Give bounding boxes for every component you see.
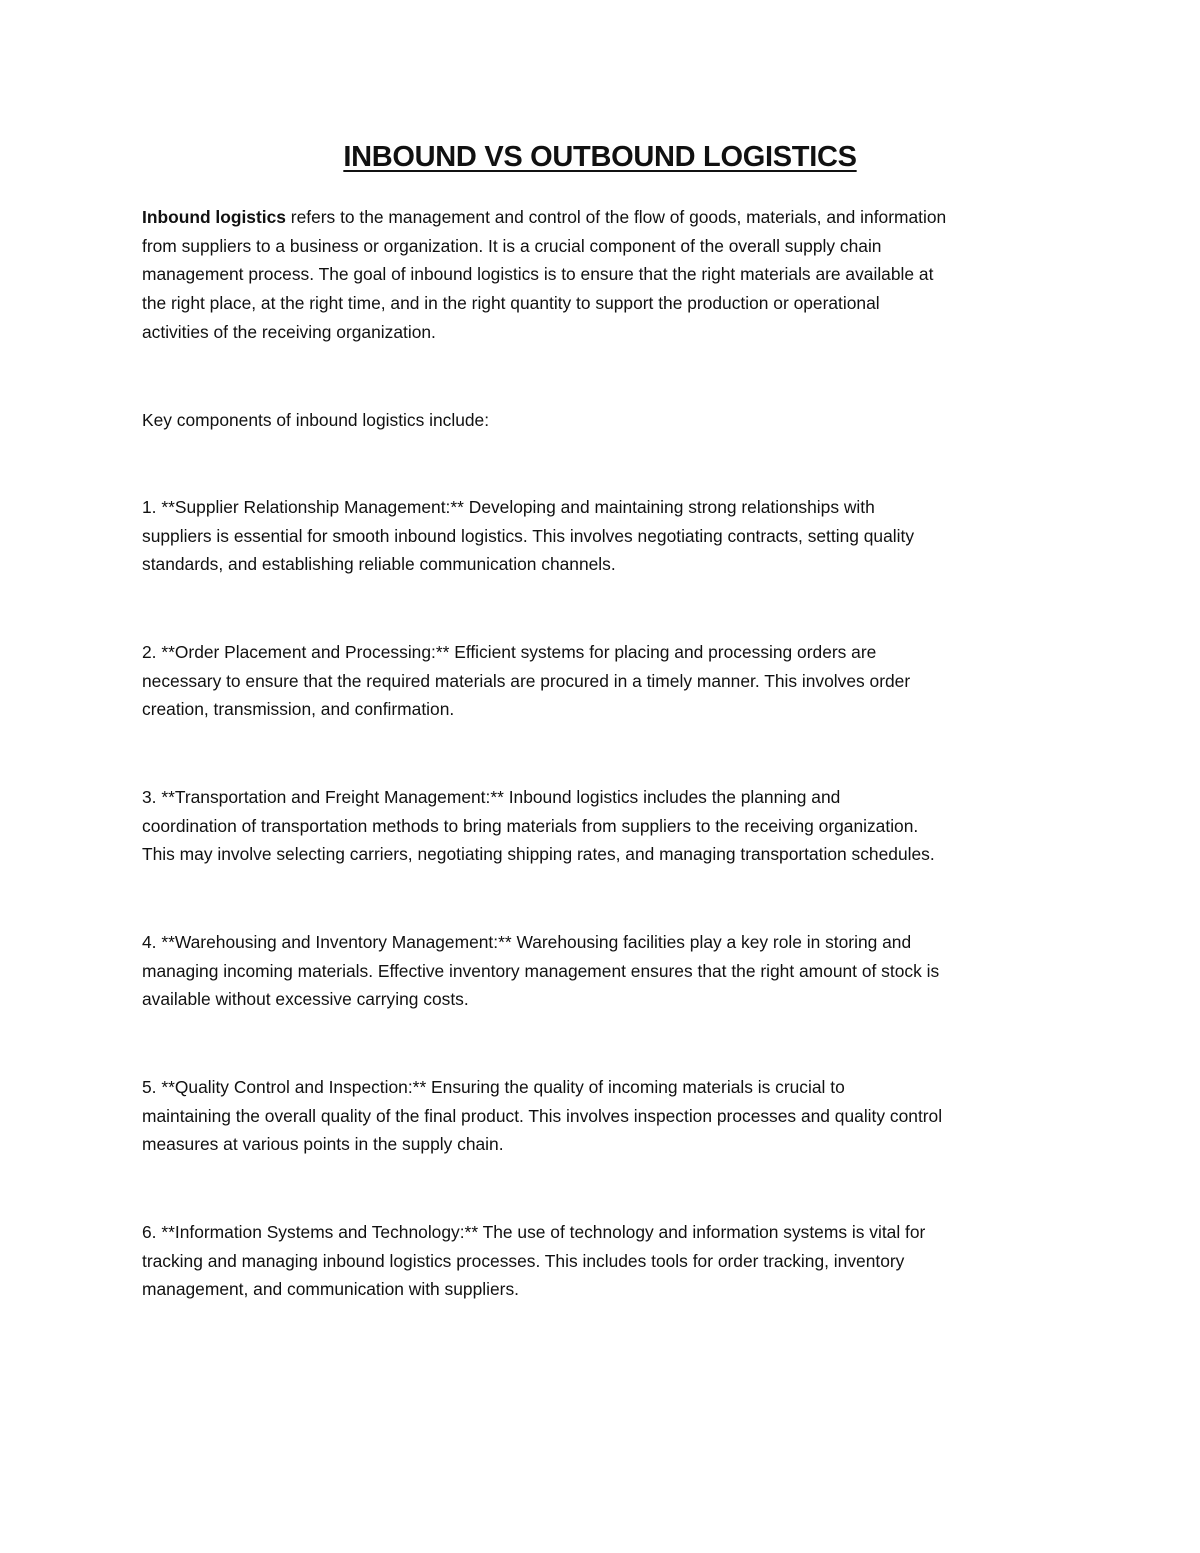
intro-line-2: from suppliers to a business or organization. It is a crucial component of the overall supply chain [142, 235, 882, 256]
document-title: INBOUND VS OUTBOUND LOGISTICS [343, 141, 857, 173]
intro-line-1 [142, 203, 1072, 232]
intro-line-5: activities of the receiving organization. [142, 321, 436, 342]
list-item-3-line-3: This may involve selecting carriers, negotiating shipping rates, and managing transportation schedules. [142, 844, 935, 865]
intro-line-1-text: refers to the management and control of the flow of goods, materials, and information [285, 207, 947, 227]
intro-line-4: the right place, at the right time, and in the right quantity to support the production or operational [142, 293, 880, 314]
list-item-4-line-3: available without excessive carrying costs. [142, 989, 469, 1010]
list-item-2-line-3: creation, transmission, and confirmation. [142, 699, 455, 720]
list-item-5-line-3: measures at various points in the supply chain. [142, 1134, 504, 1155]
list-item-6-line-1: 6. **Information Systems and Technology:** The use of technology and information systems is vital for [142, 1222, 926, 1242]
list-item-6-line-3: management, and communication with suppliers. [142, 1279, 519, 1300]
list-item-4-line-1: 4. **Warehousing and Inventory Management:** Warehousing facilities play a key role in storing and [142, 932, 912, 952]
list-item-1-line-1: 1. **Supplier Relationship Management:** Developing and maintaining strong relationships with [142, 497, 875, 517]
list-item-1-line-3: standards, and establishing reliable communication channels. [142, 554, 616, 575]
intro-paragraph [142, 203, 1072, 347]
list-item-3-line-1: 3. **Transportation and Freight Management:** Inbound logistics includes the planning and [142, 787, 841, 807]
list-item-3-line-2: coordination of transportation methods to bring materials from suppliers to the receiving organization. [142, 815, 919, 836]
list-item-1 [142, 493, 1072, 579]
intro-bold-term: Inbound logistics [142, 207, 286, 227]
list-item-4-line-2: managing incoming materials. Effective inventory management ensures that the right amount of stock is [142, 960, 940, 981]
list-item-2-line-2: necessary to ensure that the required materials are procured in a timely manner. This involves order [142, 670, 911, 691]
list-item-1-line-2: suppliers is essential for smooth inbound logistics. This involves negotiating contracts, setting quality [142, 525, 915, 546]
intro-line-3: management process. The goal of inbound logistics is to ensure that the right materials are available at [142, 264, 934, 285]
list-item-5 [142, 1073, 1072, 1159]
key-components-heading [142, 406, 1072, 435]
list-item-5-line-2: maintaining the overall quality of the final product. This involves inspection processes and quality control [142, 1105, 943, 1126]
list-item-2-line-1: 2. **Order Placement and Processing:** Efficient systems for placing and processing orders are [142, 642, 877, 662]
key-components-heading-text: Key components of inbound logistics include: [142, 410, 490, 430]
list-item-3 [142, 783, 1072, 869]
list-item-6-line-2: tracking and managing inbound logistics processes. This includes tools for order tracking, inventory [142, 1250, 905, 1271]
list-item-6 [142, 1218, 1072, 1304]
list-item-2 [142, 638, 1072, 724]
list-item-4 [142, 928, 1072, 1014]
list-item-5-line-1: 5. **Quality Control and Inspection:** Ensuring the quality of incoming materials is crucial to [142, 1077, 845, 1097]
